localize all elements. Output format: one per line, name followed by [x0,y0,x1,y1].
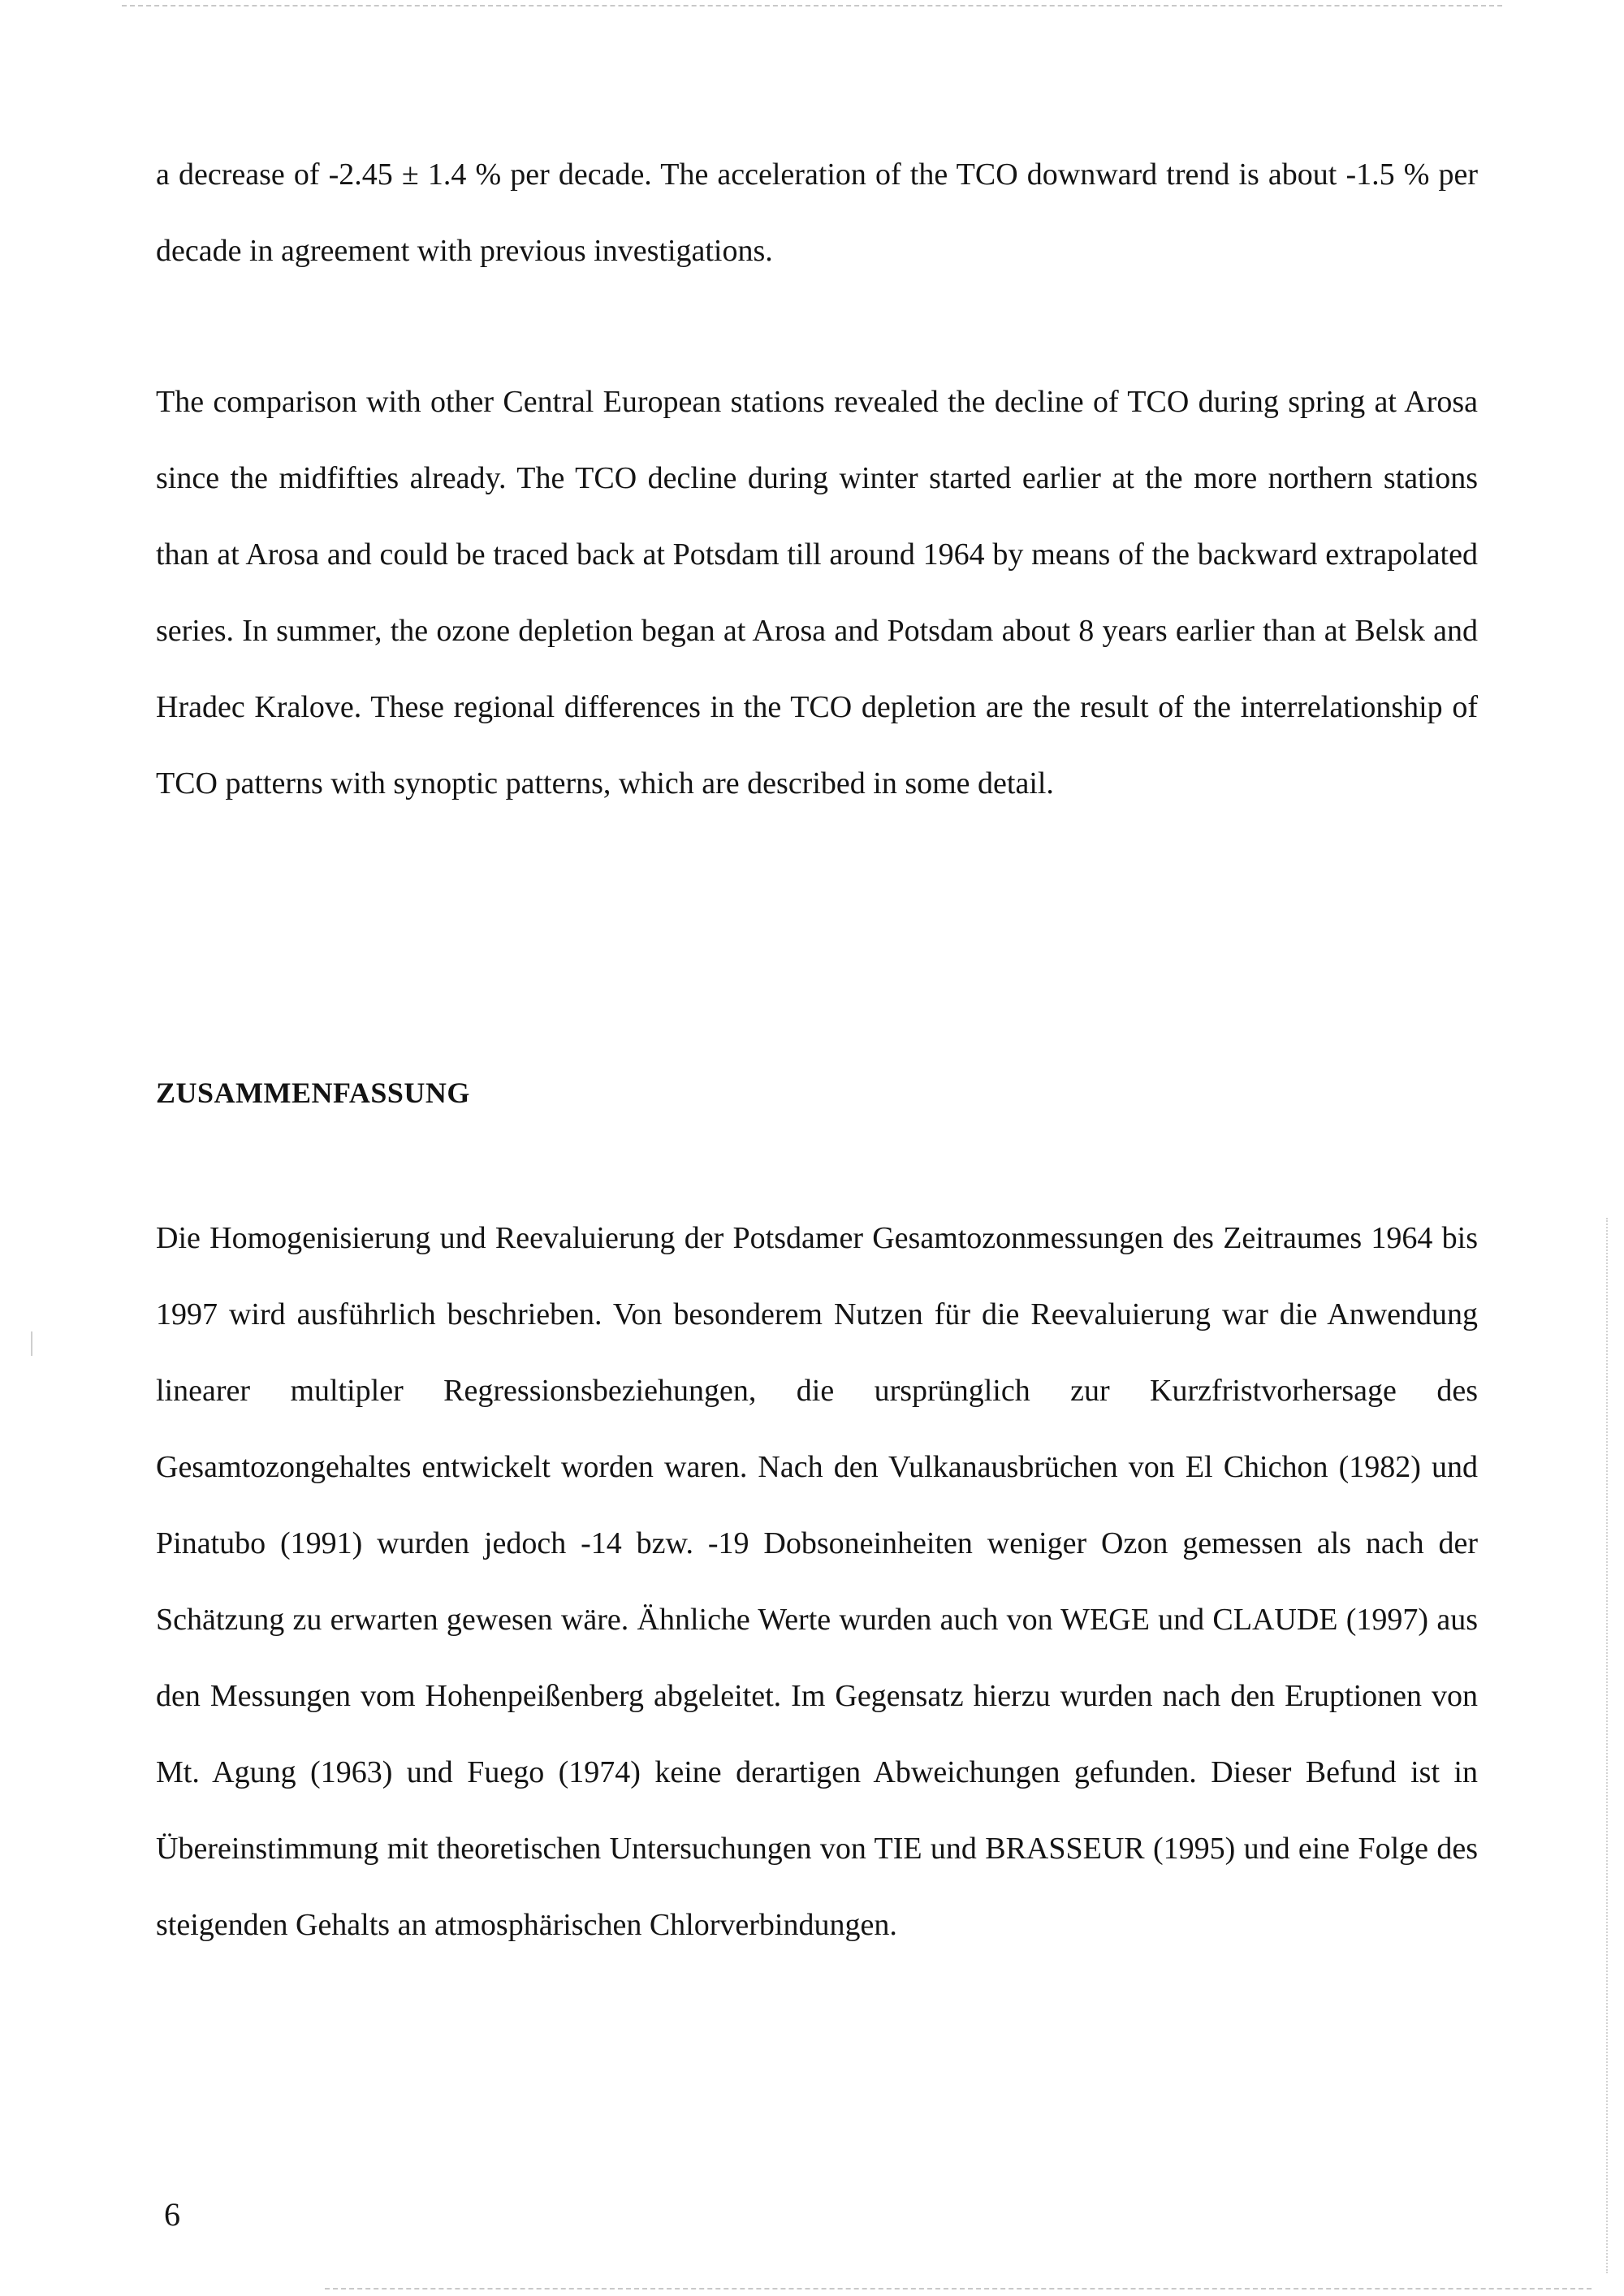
paragraph-german-summary: Die Homogenisierung und Reevaluierung der Potsdamer Gesamtozonmessungen des Zeitraumes 1964 bis 1997 wird ausführlich beschrieben. Von besonderem Nutzen für die Reevaluierung war die Anwendung linearer multipler Regressionsbeziehungen, die ursprünglich zur Kurzfristvorhersage des Gesamtozongehaltes entwickelt worden waren. Nach den Vulkanausbrüchen von El Chichon (1982) und Pinatubo (1991) wurden jedoch -14 bzw. -19 Dobsoneinheiten weniger Ozon gemessen als nach der Schätzung zu erwarten gewesen wäre. Ähnliche Werte wurden auch von WEGE und CLAUDE (1997) aus den Messungen vom Hohenpeißenberg abgeleitet. Im Gegensatz hierzu wurden nach den Eruptionen von Mt. Agung (1963) und Fuego (1974) keine derartigen Abweichungen gefunden. Dieser Befund ist in Übereinstimmung mit theoretischen Untersuchungen von TIE und BRASSEUR (1995) und eine Folge des steigenden Gehalts an atmosphärischen Chlorverbindungen. [156,1221,1478,1942]
paragraph-station-comparison: The comparison with other Central European stations revealed the decline of TCO during spring at Arosa since the midfifties already. The TCO decline during winter started earlier at the more northern stations than at Arosa and could be traced back at Potsdam till around 1964 by means of the backward extrapolated series. In summer, the ozone depletion began at Arosa and Potsdam about 8 years earlier than at Belsk and Hradec Kralove. These regional differences in the TCO depletion are the result of the interrelationship of TCO patterns with synoptic patterns, which are described in some detail. [156,385,1478,801]
scan-edge-top [122,5,1502,6]
scan-edge-left [31,1331,32,1356]
scan-edge-bottom [325,2288,1592,2290]
scan-edge-right [1606,1218,1608,2273]
page-number: 6 [164,2196,180,2233]
section-heading-zusammenfassung: ZUSAMMENFASSUNG [156,1077,470,1109]
paragraph-trend-summary: a decrease of -2.45 ± 1.4 % per decade. The acceleration of the TCO downward trend is about -1.5 % per decade in agreement with previous investigations. [156,158,1478,268]
